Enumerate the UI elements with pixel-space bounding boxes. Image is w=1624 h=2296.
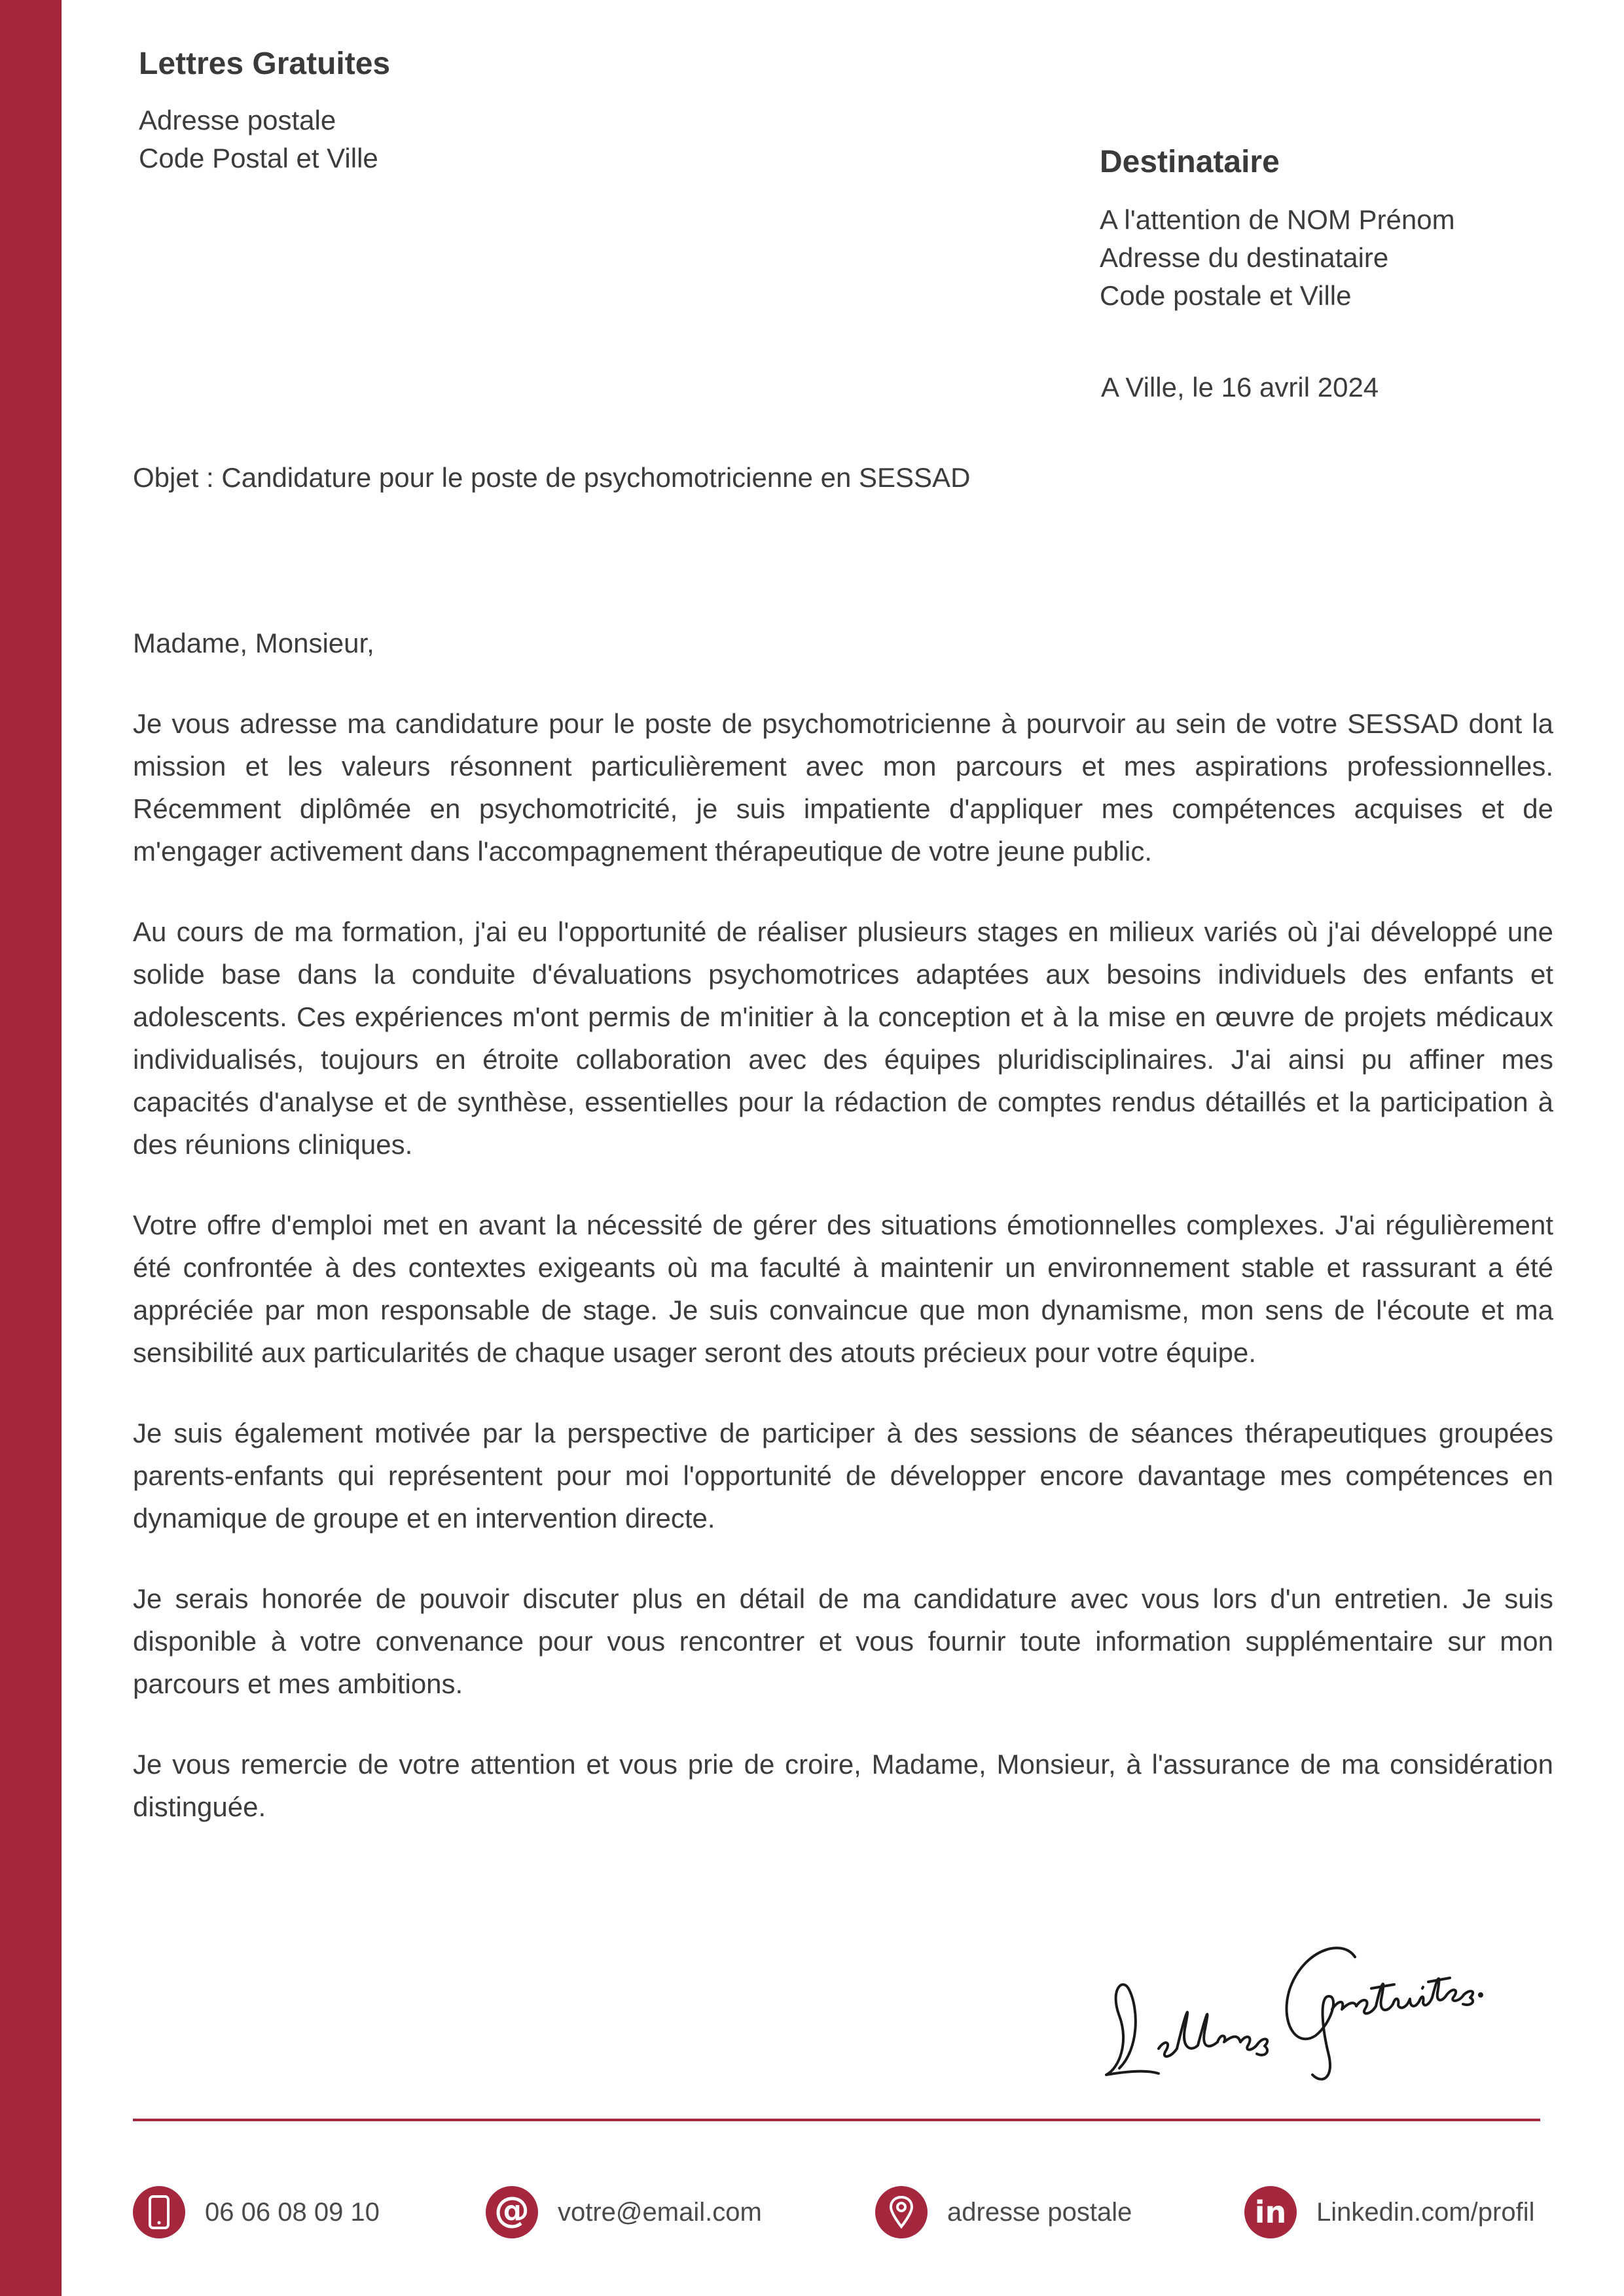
body-paragraph: Je suis également motivée par la perspective de participer à des sessions de séances thérapeutiques groupées parents-enfants qui représentent pour moi l'opportunité de développer encore davantage mes compétences en dynamique de groupe et en intervention directe. [133,1418,1553,1534]
body-paragraph: Je vous remercie de votre attention et vous prie de croire, Madame, Monsieur, à l'assurance de ma considération distinguée. [133,1749,1553,1822]
footer-divider [133,2119,1540,2121]
left-accent-bar [0,0,62,2296]
recipient-block [1100,144,1455,315]
letter-body [133,622,1553,1866]
footer-email [486,2185,762,2240]
sender-address: Adresse postale [139,105,336,135]
location-pin-icon [875,2186,928,2238]
recipient-title: Destinataire [1100,145,1280,179]
letter-date: A Ville, le 16 avril 2024 [1101,372,1379,403]
postal-address: adresse postale [947,2197,1132,2227]
recipient-address: Adresse du destinataire [1100,242,1389,273]
body-paragraph: Je serais honorée de pouvoir discuter plus en détail de ma candidature avec vous lors d'un entretien. Je suis disponible à votre convenance pour vous rencontrer et vous fournir toute information supplémentaire sur mon parcours et mes ambitions. [133,1583,1553,1699]
letter-subject: Objet : Candidature pour le poste de psychomotricienne en SESSAD [133,462,971,493]
email-address[interactable]: votre@email.com [558,2197,762,2227]
footer-linkedin [1244,2185,1535,2240]
phone-icon [133,2186,185,2238]
salutation: Madame, Monsieur, [133,628,374,658]
footer-phone [133,2185,380,2240]
linkedin-profile[interactable]: Linkedin.com/profil [1316,2197,1535,2227]
handwritten-signature [1093,1918,1486,2088]
footer-address [875,2185,1132,2240]
sender-city: Code Postal et Ville [139,143,378,173]
body-paragraph: Au cours de ma formation, j'ai eu l'opportunité de réaliser plusieurs stages en milieux variés où j'ai développé une solide base dans la conduite d'évaluations psychomotrices adaptées aux besoins individuels des enfants et adolescents. Ces expériences m'ont permis de m'initier à la conception et à la mise en œuvre de projets médicaux individualisés, toujours en étroite collaboration avec des équipes pluridisciplinaires. J'ai ainsi pu affiner mes capacités d'analyse et de synthèse, essentielles pour la rédaction de comptes rendus détaillés et la participation à des réunions cliniques. [133,916,1553,1160]
body-paragraph: Votre offre d'emploi met en avant la nécessité de gérer des situations émotionnelles complexes. J'ai régulièrement été confrontée à des contextes exigeants où ma faculté à maintenir un environnement stable et rassurant a été appréciée par mon responsable de stage. Je suis convaincue que mon dynamisme, mon sens de l'écoute et ma sensibilité aux particularités de chaque usager seront des atouts précieux pour votre équipe. [133,1210,1553,1368]
body-paragraph: Je vous adresse ma candidature pour le poste de psychomotricienne à pourvoir au sein de votre SESSAD dont la mission et les valeurs résonnent particulièrement avec mon parcours et mes aspirations professionnelles. Récemment diplômée en psychomotricité, je suis impatiente d'appliquer mes compétences acquises et de m'engager activement dans l'accompagnement thérapeutique de votre jeune public. [133,708,1553,867]
linkedin-icon: in [1244,2186,1297,2238]
phone-number: 06 06 08 09 10 [205,2197,380,2227]
recipient-city: Code postale et Ville [1100,280,1352,311]
recipient-attention: A l'attention de NOM Prénom [1100,204,1455,235]
at-icon: @ [486,2186,538,2238]
sender-block [139,46,390,177]
sender-name: Lettres Gratuites [139,46,391,81]
